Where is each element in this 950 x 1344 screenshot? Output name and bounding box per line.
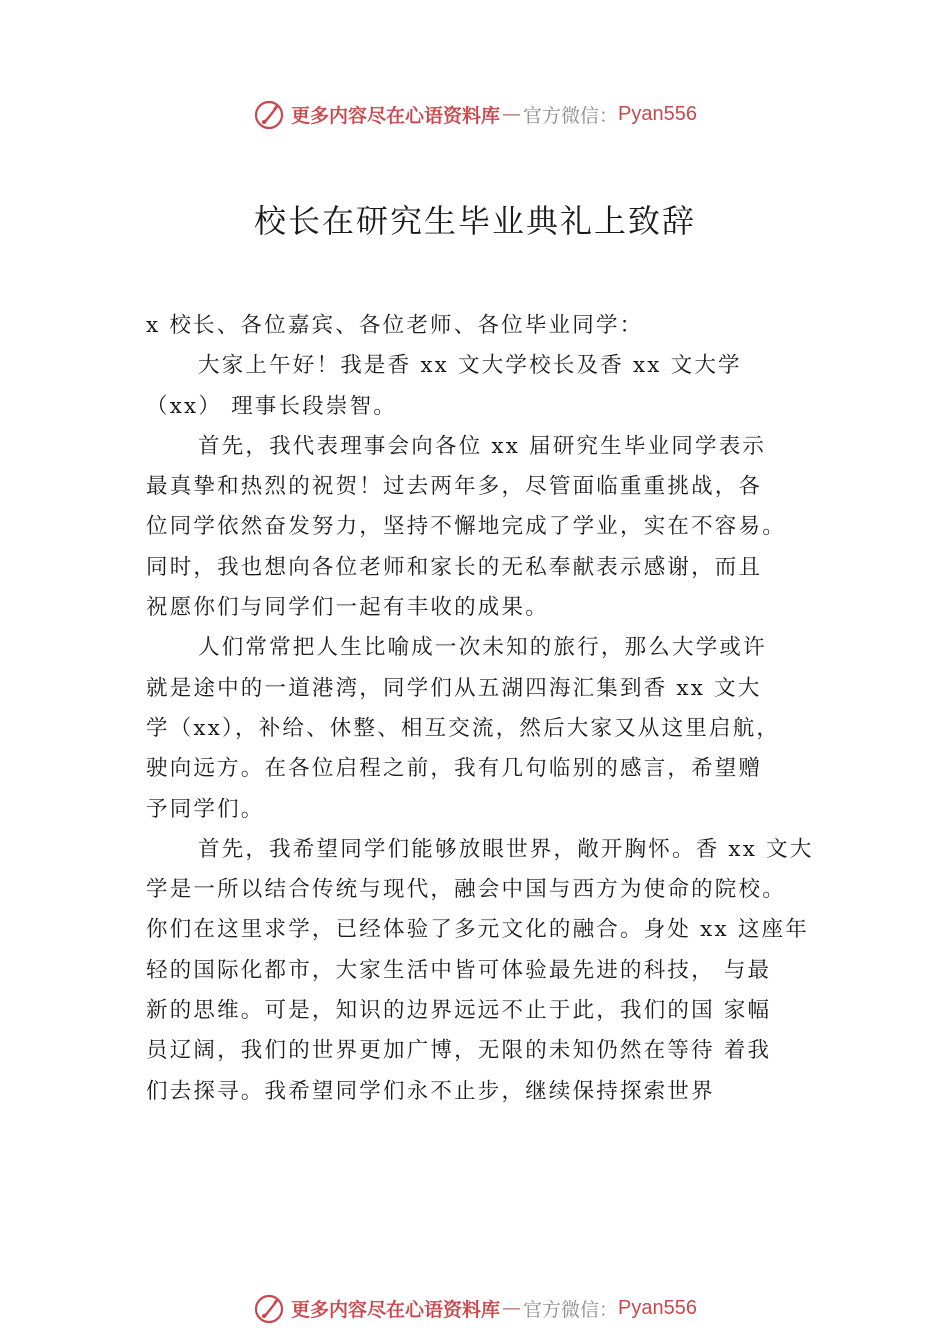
header-banner: [0, 94, 950, 134]
banner-wechat-id: Pyan556: [618, 1296, 697, 1319]
document-body: [146, 306, 826, 1112]
body-line: 人们常常把人生比喻成一次未知的旅行，那么大学或许: [198, 635, 767, 661]
quill-pen-seal-icon: [253, 98, 285, 130]
body-line: （xx） 理事长段崇智。: [146, 393, 397, 419]
banner-text: 更多内容尽在心语资料库: [291, 104, 501, 127]
body-line: 予同学们。: [146, 796, 265, 822]
banner-separator: —: [502, 103, 522, 125]
body-line: 祝愿你们与同学们一起有丰收的成果。: [146, 595, 549, 621]
body-line: 最真挚和热烈的祝贺！过去两年多，尽管面临重重挑战，各: [146, 474, 763, 500]
document-title: 校长在研究生毕业典礼上致辞: [253, 202, 696, 240]
body-line: 大家上午好！我是香 xx 文大学校长及香 xx 文大学: [198, 353, 742, 379]
body-line: 你们在这里求学，已经体验了多元文化的融合。身处 xx 这座年: [146, 917, 809, 943]
salutation-line: x 校长、各位嘉宾、各位老师、各位毕业同学：: [146, 313, 644, 338]
body-line: 同时，我也想向各位老师和家长的无私奉献表示感谢，而且: [146, 554, 763, 580]
body-line: 轻的国际化都市，大家生活中皆可体验最先进的科技， 与最: [146, 957, 772, 983]
body-line: 们去探寻。我希望同学们永不止步，继续保持探索世界: [146, 1078, 715, 1104]
body-line: 新的思维。可是，知识的边界远远不止于此，我们的国 家幅: [146, 998, 772, 1024]
quill-pen-seal-icon: [253, 1292, 285, 1324]
body-line: 驶向远方。在各位启程之前，我有几句临别的感言，希望赠: [146, 756, 763, 782]
banner-wechat-label: 官方微信：: [523, 104, 619, 127]
body-line: 位同学依然奋发努力，坚持不懈地完成了学业，实在不容易。: [146, 514, 786, 540]
body-line: 首先，我代表理事会向各位 xx 届研究生毕业同学表示: [198, 433, 767, 459]
body-line: 员辽阔，我们的世界更加广博，无限的未知仍然在等待 着我: [146, 1038, 772, 1064]
footer-banner: [0, 1288, 950, 1328]
body-line: 学是一所以结合传统与现代，融会中国与西方为使命的院校。: [146, 877, 786, 903]
body-line: 首先，我希望同学们能够放眼世界，敞开胸怀。香 xx 文大: [198, 836, 814, 862]
banner-wechat-label: 官方微信：: [523, 1298, 619, 1321]
body-line: 就是途中的一道港湾，同学们从五湖四海汇集到香 xx 文大: [146, 675, 762, 701]
body-line: 学（xx），补给、休整、相互交流，然后大家又从这里启航，: [146, 715, 781, 741]
banner-separator: —: [502, 1297, 522, 1319]
banner-wechat-id: Pyan556: [618, 102, 697, 125]
banner-text: 更多内容尽在心语资料库: [291, 1298, 501, 1321]
